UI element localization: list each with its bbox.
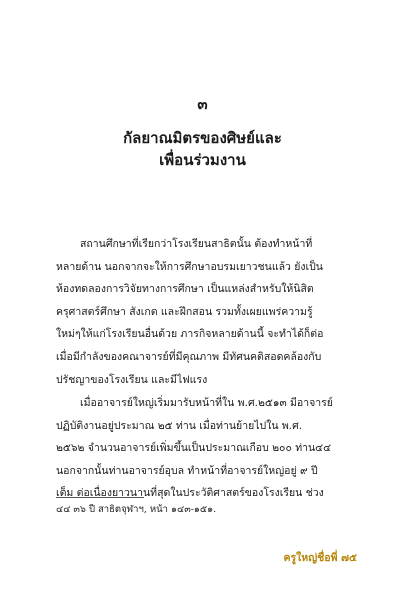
paragraph-line: ครุศาสตร์ศึกษา สังเกต และฝึกสอน รวมทั้งเผยแพร่ความรู้ <box>56 305 313 318</box>
paragraph-line: ห้องทดลองการวิจัยทางการศึกษา เป็นแหล่งสำหรับให้นิสิต <box>56 283 314 296</box>
paragraph-line: ใหม่ๆให้แก่โรงเรียนอื่นด้วย ภารกิจหลายด้านนี้ จะทำได้ก็ต่อ <box>56 328 324 341</box>
footnote-divider <box>56 497 144 498</box>
paragraph-line: นอกจากนั้นท่านอาจารย์อุบล ทำหน้าที่อาจารย์ใหญ่อยู่ ๙ ปี <box>56 464 318 477</box>
paragraph-line: เมื่ออาจารย์ใหญ่เริ่มมารับหน้าที่ใน พ.ศ.๒๕๑๓ มีอาจารย์ <box>80 397 333 409</box>
chapter-number: ๓ <box>197 95 208 113</box>
chapter-title-line-1: กัลยาณมิตรของศิษย์และ <box>123 129 282 147</box>
paragraph-2 <box>56 392 352 505</box>
paragraph-line: เมื่อมีกำลังของคณาจารย์ที่มีคุณภาพ มีทัศนคติสอดคล้องกับ <box>56 350 322 363</box>
paragraph-1 <box>56 233 352 391</box>
footnote: ๔๔ ๓๖ ปี สาธิตจุฬาฯ, หน้า ๑๔๓-๑๕๑. <box>56 504 217 515</box>
paragraph-line: สถานศึกษาที่เรียกว่าโรงเรียนสาธิตนั้น ต้องทำหน้าที่ <box>80 238 313 250</box>
paragraph-line: ปรัชญาของโรงเรียน และมีไฟแรง <box>56 373 208 386</box>
paragraph-line: หลายด้าน นอกจากจะให้การศึกษาอบรมเยาวชนแล้ว ยังเป็น <box>56 260 323 273</box>
paragraph-line: ปฏิบัติงานอยู่ประมาณ ๒๕ ท่าน เมื่อท่านย้ายไปใน พ.ศ. <box>56 419 303 432</box>
chapter-title-line-2: เพื่อนร่วมงาน <box>159 151 246 169</box>
paragraph-line: เต็ม ต่อเนื่องยาวนานที่สุดในประวัติศาสตร์ของโรงเรียน ช่วง <box>56 487 324 500</box>
paragraph-line: ๒๕๖๒ จำนวนอาจารย์เพิ่มขึ้นเป็นประมาณเกือบ ๒๐๐ ท่าน๔๔ <box>56 442 332 455</box>
page-footer: ครูใหญ่ชื่อพี่ ๗๕ <box>283 552 357 564</box>
